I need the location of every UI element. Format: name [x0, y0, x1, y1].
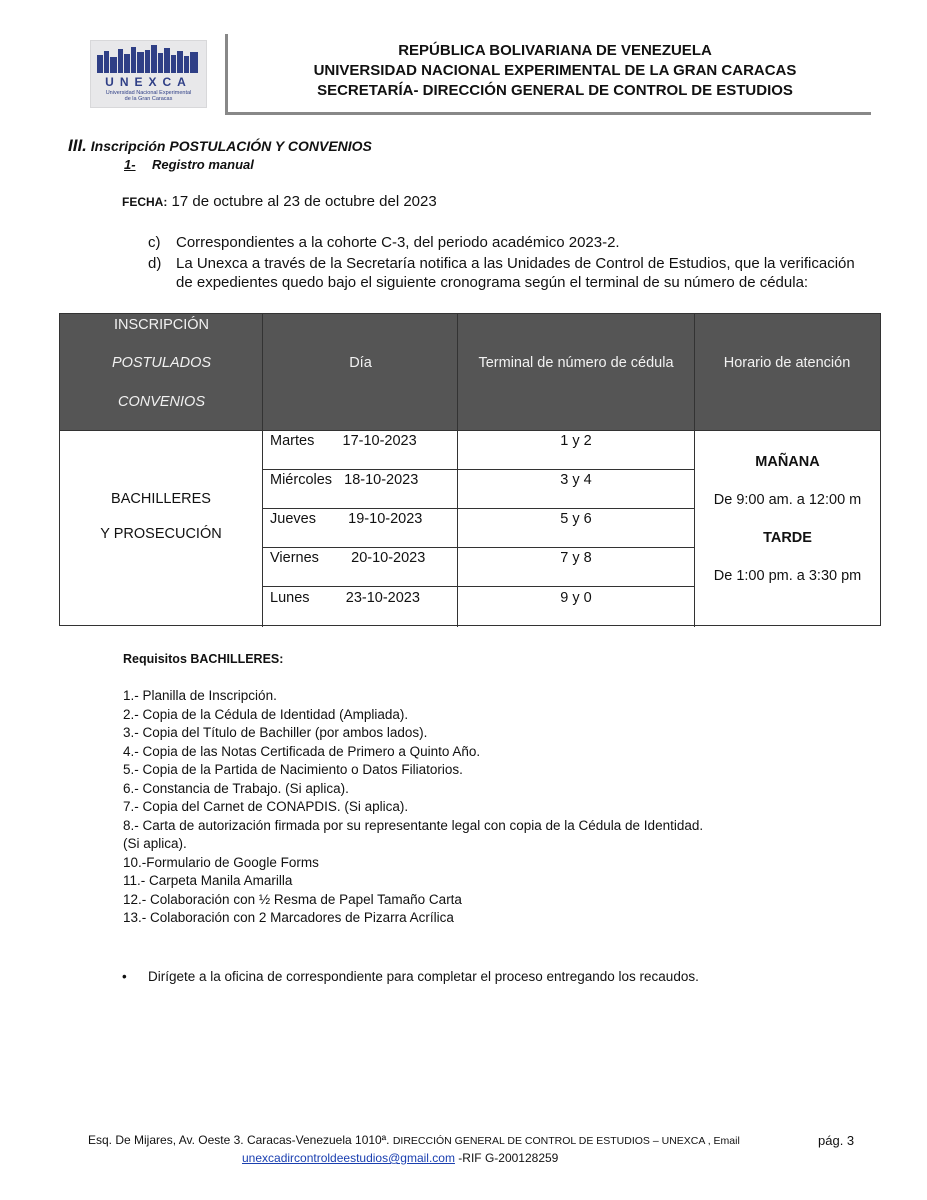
requirements-title: Requisitos BACHILLERES: — [123, 652, 284, 666]
header-cell-dia: Día — [349, 355, 372, 371]
section-title — [68, 136, 372, 156]
section-title-text: Inscripción POSTULACIÓN Y CONVENIOS — [90, 138, 372, 154]
footer-address: Esq. De Mijares, Av. Oeste 3. Caracas-Venezuela 1010ª. — [88, 1133, 390, 1147]
table-divider — [262, 586, 694, 587]
row-terminal: 9 y 0 — [560, 590, 592, 606]
row-day: Miércoles 18-10-2023 — [270, 472, 419, 488]
schedule-cell — [695, 453, 880, 586]
list-item: 13.- Colaboración con 2 Marcadores de Pizarra Acrílica — [123, 910, 454, 925]
row-terminal: 1 y 2 — [560, 433, 592, 449]
header-line-3: SECRETARÍA- DIRECCIÓN GENERAL DE CONTROL DE ESTUDIOS — [317, 82, 793, 99]
page-number: pág. 3 — [818, 1133, 855, 1148]
footer-rif: -RIF G-200128259 — [458, 1151, 559, 1165]
list-item: 4.- Copia de las Notas Certificada de Primero a Quinto Año. — [123, 743, 481, 759]
group-cell — [60, 491, 262, 542]
requirements-list — [123, 687, 703, 928]
footer-line-2 — [242, 1151, 558, 1165]
row-day: Lunes 23-10-2023 — [270, 590, 420, 606]
list-item: 1.- Planilla de Inscripción. — [123, 688, 277, 703]
list-item: 6.- Constancia de Trabajo. (Si aplica). — [123, 780, 349, 796]
footer-email-link[interactable]: unexcadircontroldeestudios@gmail.com — [242, 1151, 455, 1165]
city-skyline-icon — [91, 41, 206, 77]
subsection-number: 1- — [124, 157, 136, 172]
paragraph-d-text-2: de expedientes quedo bajo el siguiente cronograma según el terminal de su número de cédula: — [176, 274, 809, 291]
paragraph-c — [148, 233, 863, 252]
header-line-1: REPÚBLICA BOLIVARIANA DE VENEZUELA — [398, 42, 712, 59]
unexca-logo — [90, 40, 207, 108]
group-line-2: Y PROSECUCIÓN — [100, 526, 222, 542]
table-divider — [262, 547, 694, 548]
list-item: 12.- Colaboración con ½ Resma de Papel Tamaño Carta — [123, 891, 462, 907]
footer-line-1 — [88, 1133, 740, 1147]
header-horizontal-rule — [225, 112, 871, 115]
date-value: 17 de octubre al 23 de octubre del 2023 — [171, 193, 437, 210]
table-divider — [262, 508, 694, 509]
table-divider — [262, 469, 694, 470]
morning-hours: De 9:00 am. a 12:00 m — [713, 492, 862, 508]
subsection-text: Registro manual — [152, 157, 254, 172]
group-line-1: BACHILLERES — [111, 491, 211, 507]
row-terminal: 3 y 4 — [560, 472, 592, 488]
schedule-table — [59, 313, 881, 626]
header-cell-terminal: Terminal de número de cédula — [478, 355, 674, 371]
header-vertical-rule — [225, 34, 228, 114]
paragraph-d-mark: d) — [148, 255, 162, 272]
footer-dept: DIRECCIÓN GENERAL DE CONTROL DE ESTUDIOS – UNEXCA , Email — [392, 1135, 740, 1147]
paragraph-d — [148, 254, 863, 292]
row-terminal: 7 y 8 — [560, 550, 592, 566]
date-line — [122, 193, 437, 210]
list-item: (Si aplica). — [123, 836, 187, 851]
bullet-icon: • — [122, 969, 127, 984]
paragraph-c-text: Correspondientes a la cohorte C-3, del periodo académico 2023-2. — [176, 234, 620, 251]
list-item: 5.- Copia de la Partida de Nacimiento o Datos Filiatorios. — [123, 762, 463, 777]
list-item: 8.- Carta de autorización firmada por su representante legal con copia de la Cédula de Identidad. — [123, 817, 704, 833]
table-divider — [262, 314, 263, 627]
list-item: 10.-Formulario de Google Forms — [123, 854, 319, 870]
list-item: 7.- Copia del Carnet de CONAPDIS. (Si aplica). — [123, 799, 409, 814]
afternoon-hours: De 1:00 pm. a 3:30 pm — [713, 568, 862, 584]
closing-note: Dirígete a la oficina de correspondiente para completar el proceso entregando los recaudos. — [148, 969, 699, 984]
afternoon-label: TARDE — [763, 530, 812, 546]
table-divider — [457, 314, 458, 627]
row-day: Viernes 20-10-2023 — [270, 550, 426, 566]
document-header — [240, 41, 870, 101]
logo-wordmark: UNEXCA — [105, 75, 192, 89]
list-item: 11.- Carpeta Manila Amarilla — [123, 873, 293, 888]
morning-label: MAÑANA — [755, 454, 820, 470]
paragraph-c-mark: c) — [148, 234, 161, 251]
header-cell-inscripcion: INSCRIPCIÓN POSTULADOS CONVENIOS — [111, 317, 212, 410]
table-divider — [60, 430, 880, 431]
date-label: FECHA: — [122, 195, 168, 209]
list-item: 3.- Copia del Título de Bachiller (por ambos lados). — [123, 725, 428, 740]
row-day: Martes 17-10-2023 — [270, 433, 417, 449]
logo-subtitle: Universidad Nacional Experimental de la Gran Caracas — [105, 90, 192, 102]
section-number: III. — [68, 136, 87, 155]
header-line-2: UNIVERSIDAD NACIONAL EXPERIMENTAL DE LA GRAN CARACAS — [313, 62, 797, 79]
row-day: Jueves 19-10-2023 — [270, 511, 423, 527]
paragraph-d-text-1: La Unexca a través de la Secretaría notifica a las Unidades de Control de Estudios, que la verificación — [176, 255, 855, 272]
row-terminal: 5 y 6 — [560, 511, 592, 527]
header-cell-horario: Horario de atención — [723, 355, 851, 371]
list-item: 2.- Copia de la Cédula de Identidad (Ampliada). — [123, 706, 409, 722]
subsection-title — [124, 157, 254, 172]
